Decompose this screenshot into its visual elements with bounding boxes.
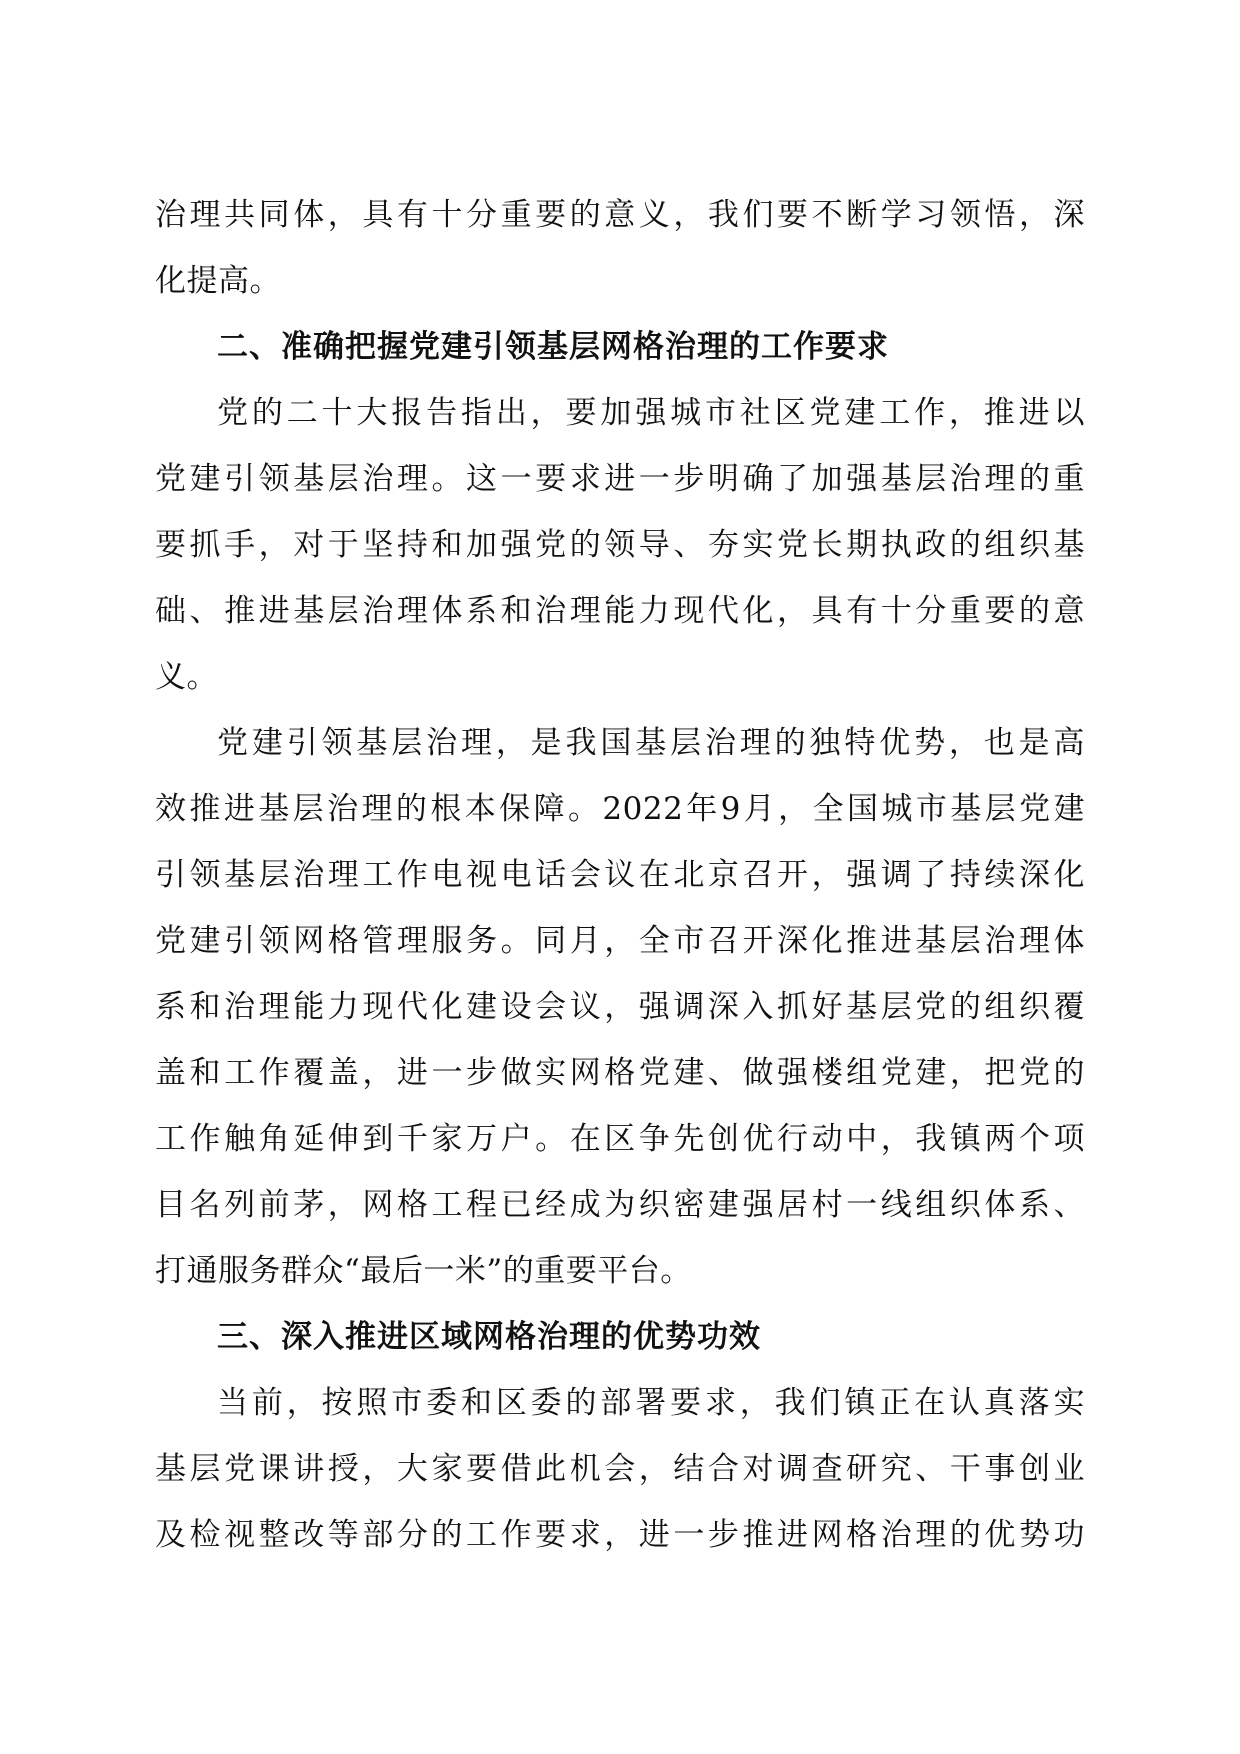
body-text-line: 义。 [155, 659, 218, 695]
body-text-line: 盖和工作覆盖，进一步做实网格党建、做强楼组党建，把党的 [155, 1055, 1085, 1091]
body-text-line: 打通服务群众“最后一米”的重要平台。 [155, 1253, 692, 1289]
body-text-line: 工作触角延伸到千家万户。在区争先创优行动中，我镇两个项 [155, 1121, 1085, 1157]
paragraph-first-line: 党建引领基层治理，是我国基层治理的独特优势，也是高 [217, 725, 1085, 761]
body-text-line: 效推进基层治理的根本保障。2022年9月，全国城市基层党建 [155, 791, 1085, 827]
section-heading-3: 三、深入推进区域网格治理的优势功效 [217, 1319, 761, 1355]
body-text-line: 系和治理能力现代化建设会议，强调深入抓好基层党的组织覆 [155, 989, 1085, 1025]
body-text-line: 要抓手，对于坚持和加强党的领导、夯实党长期执政的组织基 [155, 527, 1085, 563]
body-text-line: 础、推进基层治理体系和治理能力现代化，具有十分重要的意 [155, 593, 1085, 629]
body-text-line: 治理共同体，具有十分重要的意义，我们要不断学习领悟，深 [155, 197, 1085, 233]
paragraph-first-line: 党的二十大报告指出，要加强城市社区党建工作，推进以 [217, 395, 1085, 431]
body-text-line: 化提高。 [155, 263, 281, 299]
body-text-line: 党建引领基层治理。这一要求进一步明确了加强基层治理的重 [155, 461, 1085, 497]
body-text-line: 及检视整改等部分的工作要求，进一步推进网格治理的优势功 [155, 1517, 1085, 1553]
body-text-line: 党建引领网格管理服务。同月，全市召开深化推进基层治理体 [155, 923, 1085, 959]
section-heading-2: 二、准确把握党建引领基层网格治理的工作要求 [217, 329, 889, 365]
paragraph-first-line: 当前，按照市委和区委的部署要求，我们镇正在认真落实 [217, 1385, 1085, 1421]
body-text-line: 目名列前茅，网格工程已经成为织密建强居村一线组织体系、 [155, 1187, 1085, 1223]
body-text-line: 基层党课讲授，大家要借此机会，结合对调查研究、干事创业 [155, 1451, 1085, 1487]
body-text-line: 引领基层治理工作电视电话会议在北京召开，强调了持续深化 [155, 857, 1085, 893]
